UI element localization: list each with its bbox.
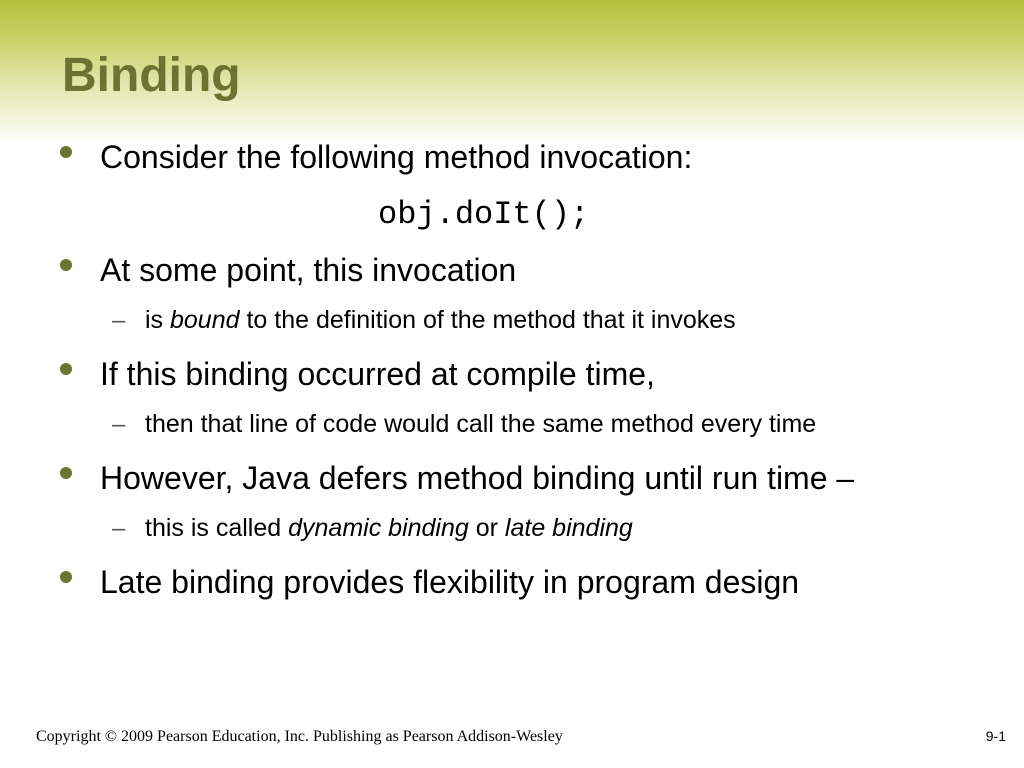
code-snippet: obj.doIt();: [378, 196, 590, 233]
bullet-item: At some point, this invocation: [100, 252, 517, 288]
bullet-marker: [60, 146, 72, 158]
emphasis-text: bound: [170, 306, 240, 334]
sub-bullet-marker: –: [112, 307, 126, 334]
bullet-item: Late binding provides flexibility in program design: [100, 564, 800, 600]
sub-bullet-text: or: [468, 514, 505, 542]
sub-bullet-text: is: [145, 306, 170, 334]
bullet-marker: [60, 571, 72, 583]
sub-bullet-text: this is called: [145, 514, 289, 542]
page-number: 9-1: [985, 728, 1006, 744]
sub-bullet-marker: –: [112, 515, 126, 542]
bullet-marker: [60, 467, 72, 479]
bullet-item: Consider the following method invocation:: [100, 139, 693, 175]
emphasis-text: dynamic binding: [288, 514, 469, 542]
slide-title: Binding: [62, 49, 241, 102]
sub-bullet-text: to the definition of the method that it invokes: [239, 306, 736, 334]
sub-bullet-item: [145, 304, 736, 336]
bullet-item: However, Java defers method binding until run time –: [100, 460, 855, 496]
bullet-marker: [60, 363, 72, 375]
bullet-marker: [60, 259, 72, 271]
sub-bullet-item: then that line of code would call the same method every time: [145, 410, 817, 438]
copyright-footer: Copyright © 2009 Pearson Education, Inc. Publishing as Pearson Addison-Wesley: [36, 728, 563, 745]
bullet-item: If this binding occurred at compile time,: [100, 356, 655, 392]
sub-bullet-marker: –: [112, 411, 126, 438]
emphasis-text: late binding: [504, 514, 633, 542]
sub-bullet-item: [145, 512, 633, 544]
